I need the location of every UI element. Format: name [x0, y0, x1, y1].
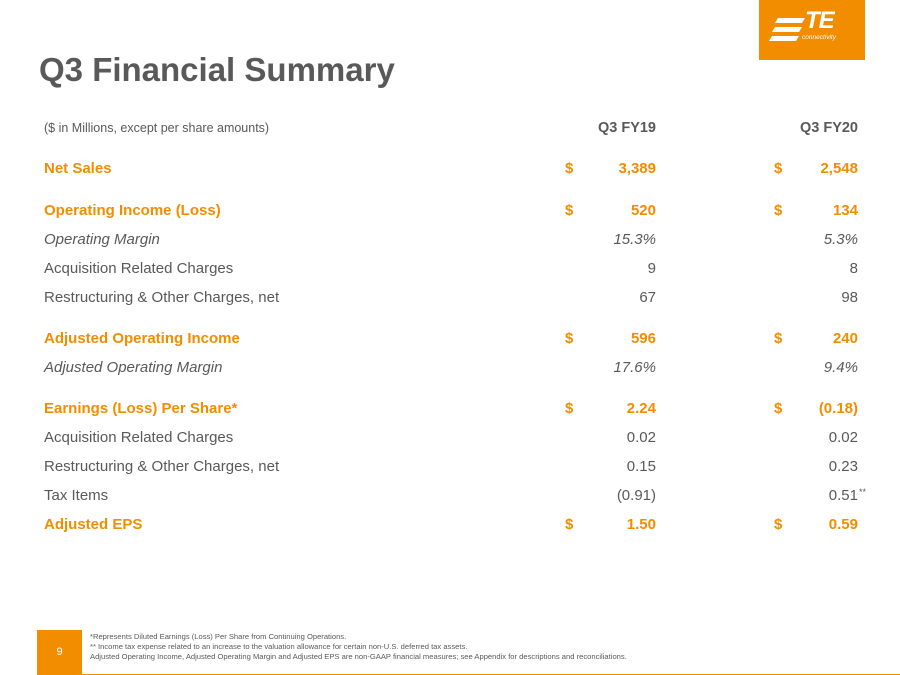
table-row-operating-income	[0, 199, 900, 223]
table-row-adjusted-operating-margin	[0, 356, 900, 380]
row-label: Restructuring & Other Charges, net	[44, 458, 280, 475]
row-label: Operating Income (Loss)	[44, 202, 221, 219]
value-q3-fy20: 0.23	[828, 458, 858, 475]
currency-symbol: $	[565, 160, 574, 177]
table-row-tax-items	[0, 484, 900, 508]
value-q3-fy20: 134	[832, 202, 858, 219]
value-q3-fy19: 3,389	[618, 160, 656, 177]
footnote-tax: ** Income tax expense related to an increase to the valuation allowance for certain non-U.S. deferred tax assets.	[90, 642, 468, 651]
currency-symbol: $	[774, 160, 783, 177]
footnote-non-gaap: Adjusted Operating Income, Adjusted Operating Margin and Adjusted EPS are non-GAAP financial measures; see Appendix for descriptions and reconciliations.	[90, 652, 627, 661]
row-label: Acquisition Related Charges	[44, 429, 234, 446]
value-q3-fy19: 0.02	[626, 429, 656, 446]
footnotes	[90, 632, 627, 662]
footnote-eps: *Represents Diluted Earnings (Loss) Per Share from Continuing Operations.	[90, 632, 347, 641]
value-q3-fy20: 5.3%	[823, 231, 858, 248]
value-q3-fy20: 0.51	[828, 487, 858, 504]
value-q3-fy19: 17.6%	[613, 359, 656, 376]
currency-symbol: $	[565, 330, 574, 347]
row-label: Adjusted Operating Margin	[44, 359, 223, 376]
page-title: Q3 Financial Summary	[39, 51, 395, 88]
value-q3-fy20: 8	[849, 260, 858, 277]
row-label: Operating Margin	[44, 231, 160, 248]
value-q3-fy19: 596	[630, 330, 656, 347]
row-label: Net Sales	[44, 160, 112, 177]
currency-symbol: $	[774, 400, 783, 417]
logo-text: TE	[805, 7, 834, 34]
table-row-adjusted-eps	[0, 513, 900, 537]
table-row-acquisition-charges	[0, 257, 900, 281]
column-header-q3-fy19: Q3 FY19	[597, 120, 656, 136]
value-q3-fy19: 0.15	[626, 458, 656, 475]
table-row-earnings-per-share	[0, 397, 900, 421]
value-q3-fy19: 67	[639, 289, 656, 306]
table-row-adjusted-operating-income	[0, 327, 900, 351]
currency-symbol: $	[565, 400, 574, 417]
table-row-operating-margin	[0, 228, 900, 252]
value-q3-fy19: 1.50	[626, 516, 656, 533]
value-q3-fy19: 15.3%	[613, 231, 656, 248]
currency-symbol: $	[565, 516, 574, 533]
row-label: Adjusted EPS	[44, 516, 143, 533]
value-q3-fy20: 0.59	[828, 516, 858, 533]
footnote-marker: **	[858, 487, 866, 497]
value-q3-fy20: 2,548	[820, 160, 858, 177]
row-label: Acquisition Related Charges	[44, 260, 234, 277]
te-connectivity-logo	[759, 0, 865, 60]
value-q3-fy19: 9	[647, 260, 656, 277]
value-q3-fy20: 0.02	[828, 429, 858, 446]
table-header-note: ($ in Millions, except per share amounts)	[44, 121, 270, 135]
column-header-q3-fy20: Q3 FY20	[799, 120, 858, 136]
value-q3-fy19: 520	[630, 202, 656, 219]
row-label: Tax Items	[44, 487, 109, 504]
currency-symbol: $	[774, 516, 783, 533]
table-row-net-sales	[0, 157, 900, 181]
value-q3-fy20: (0.18)	[818, 400, 858, 417]
value-q3-fy19: 2.24	[626, 400, 656, 417]
table-row-restructuring-charges	[0, 286, 900, 310]
value-q3-fy20: 9.4%	[823, 359, 858, 376]
logo-subtext: connectivity	[802, 34, 836, 41]
table-row-eps-acquisition-charges	[0, 426, 900, 450]
currency-symbol: $	[774, 330, 783, 347]
currency-symbol: $	[565, 202, 574, 219]
row-label: Earnings (Loss) Per Share*	[44, 400, 238, 417]
table-row-eps-restructuring-charges	[0, 455, 900, 479]
value-q3-fy19: (0.91)	[616, 487, 656, 504]
table-header-row	[0, 116, 900, 140]
value-q3-fy20: 240	[832, 330, 858, 347]
value-q3-fy20: 98	[841, 289, 858, 306]
page-number: 9	[37, 630, 82, 675]
row-label: Adjusted Operating Income	[44, 330, 240, 347]
currency-symbol: $	[774, 202, 783, 219]
row-label: Restructuring & Other Charges, net	[44, 289, 280, 306]
